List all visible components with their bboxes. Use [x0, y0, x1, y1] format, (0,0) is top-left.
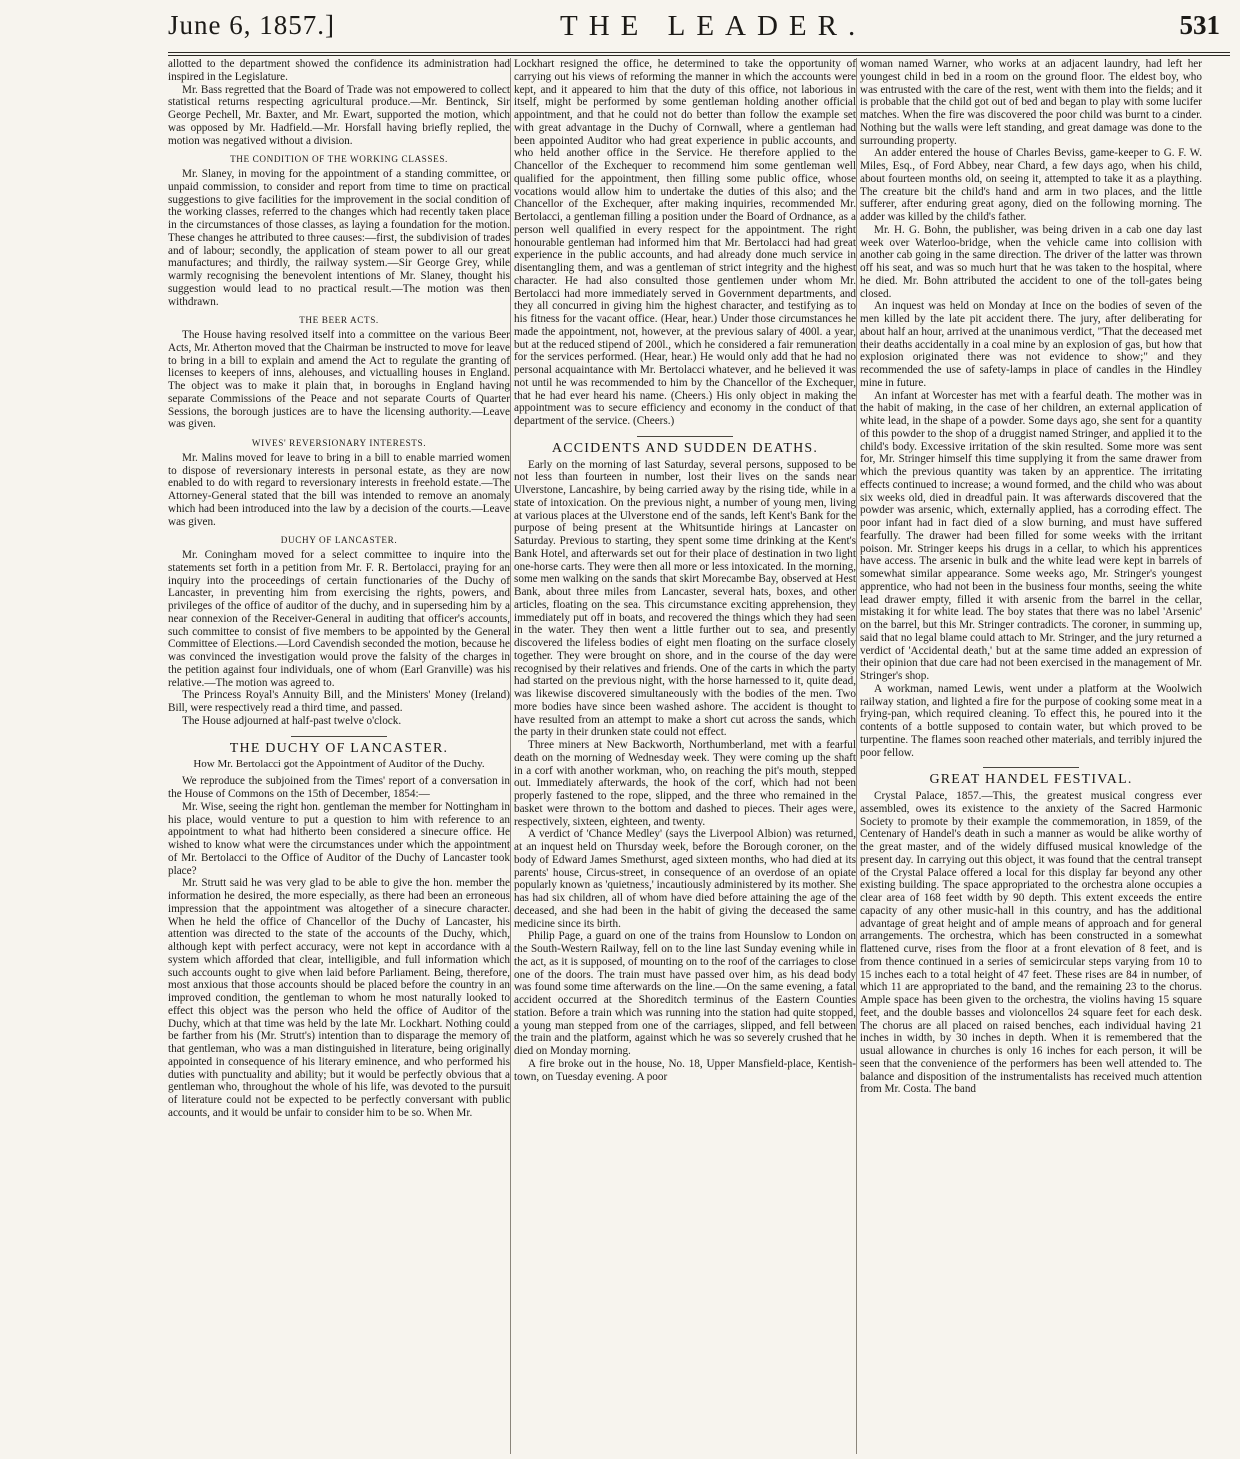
paragraph: Mr. Coningham moved for a select committee to inquire into the statements set forth in a petition from Mr. F. R. Bertolacci, praying for an inquiry into the proceedings of certain functionaries of the Duchy of Lancaster, in preventing him from exercising the rights, powers, and privileges of the office of auditor of the duchy, and in superseding him by a near connexion of the Receiver-General in auditing that officer's accounts, such committee to consist of five members to be appointed by the General Committee of Elections.—Lord Cavendish seconded the motion, because he was convinced the investigation would prove the falsity of the charges in the petition against four individuals, one of whom (Earl Granville) was his relative.—The motion was agreed to.: [168, 549, 510, 689]
paragraph: An inquest was held on Monday at Ince on the bodies of seven of the men killed by the late pit accident there. The jury, after deliberating for about half an hour, arrived at the unanimous verdict, "That the deceased met their deaths accidentally in a coal mine by an explosion of gas, but how that explosion originated there was not evidence to show;" and they recommended the use of safety-lamps in place of candles in the Hindley mine in future.: [860, 300, 1202, 389]
paragraph: A verdict of 'Chance Medley' (says the Liverpool Albion) was returned, at an inquest held on Thursday week, before the Borough coroner, on the body of Edward James Smethurst, aged sixteen months, who had died at its parents' house, Circus-street, in consequence of an overdose of an opiate popularly known as 'quietness,' incautiously administered by its mother. She has had six children, all of whom have died before attaining the age of the deceased, and she had been in the habit of giving the deceased the same medicine since its birth.: [514, 828, 856, 930]
section-heading: THE BEER ACTS.: [299, 315, 379, 326]
paragraph: We reproduce the subjoined from the Times' report of a conversation in the House of Commons on the 15th of December, 1854:—: [168, 775, 510, 800]
paragraph: Mr. Wise, seeing the right hon. gentleman the member for Nottingham in his place, would venture to put a question to him with reference to an appointment to what had hitherto been considered a sinecure office. He wished to know what were the circumstances under which the appointment of Mr. Bertolacci to the Office of Auditor of the Duchy of Lancaster took place?: [168, 800, 510, 877]
masthead: [168, 4, 1228, 50]
paragraph: Mr. Malins moved for leave to bring in a bill to enable married women to dispose of reversionary interests in personal estate, as they are now enabled to do with regard to reversionary interests in freehold estate.—The Attorney-General stated that the bill was intended to remove an anomaly which had been introduced into the law by a decision of the courts.—Leave was given.: [168, 451, 510, 528]
paragraph: Mr. H. G. Bohn, the publisher, was being driven in a cab one day last week over Waterloo-bridge, when the vehicle came into collision with another cab going in the same direction. The driver of the latter was thrown off his seat, and was so much hurt that he was taken to the hospital, where he died. Mr. Bohn attributed the accident to one of the toll-gates being closed.: [860, 223, 1202, 300]
paragraph: Early on the morning of last Saturday, several persons, supposed to be not less than fourteen in number, lost their lives on the sands near Ulverstone, Lancashire, by being carried away by the rising tide, while in a state of intoxication. On the previous night, a number of young men, living at various places at the Ulverstone end of the sands, left Kent's Bank for the purpose of being present at the Whitsuntide hirings at Lancaster on Saturday. Previous to starting, they spent some time drinking at the Kent's Bank Hotel, and afterwards set out for their place of destination in two light one-horse carts. They were then all more or less intoxicated. In the morning, some men walking on the sands that skirt Morecambe Bay, observed at Hest Bank, about three miles from Lancaster, several hats, boxes, and other articles, floating on the sea. This circumstance exciting apprehension, they immediately put off in boats, and recovered the things which they had seen in the water. They then went a little further out to sea, and presently discovered the lifeless bodies of eight men floating on the surface closely together. They were brought on shore, and in the course of the day were recognised by their relatives and friends. One of the carts in which the party had started on the previous night, with the horse harnessed to it, quite dead, was likewise discovered simultaneously with the bodies of the men. Two more bodies have since been washed ashore. The accident is thought to have resulted from an attempt to make a short cut across the sands, which the party in their drunken state could not effect.: [514, 458, 856, 739]
paragraph: Three miners at New Backworth, Northumberland, met with a fearful death on the morning of Wednesday week. They were coming up the shaft in a corf with another workman, who, on reaching the pit's mouth, stepped out. Immediately afterwards, the hook of the corf, which had not been properly fastened to the rope, slipped, and the three who remained in the basket were thrown to the bottom and dashed to pieces. Their ages were, respectively, sixteen, eighteen, and twenty.: [514, 739, 856, 828]
paragraph: The House adjourned at half-past twelve o'clock.: [182, 714, 402, 727]
paragraph: A workman, named Lewis, went under a platform at the Woolwich railway station, and lighted a fire for the purpose of cooking some meat in a frying-pan, which required cleaning. To effect this, he poured into it the contents of a bottle supposed to contain water, but which proved to be turpentine. The flames soon reached other materials, and terribly injured the poor fellow.: [860, 682, 1202, 759]
paragraph: Lockhart resigned the office, he determined to take the opportunity of carrying out his views of reforming the manner in which the accounts were kept, and it appeared to him that the duty of this office, not laborious in itself, might be performed by some gentleman holding another official appointment, and that he could not do better than follow the example set with great advantage in the Duchy of Cornwall, where a gentleman had been appointed Auditor who had great experience in public accounts, and who held another office in the Service. He therefore applied to the Chancellor of the Exchequer to recommend him some gentleman well qualified for the appointment, then filling some public office, whose vocations would allow him to undertake the duties of this also; and the Chancellor of the Exchequer, after making inquiries, recommended Mr. Bertolacci, a gentleman filling a position under the Board of Ordnance, as a person well qualified in every respect for the appointment. The right honourable gentleman had informed him that Mr. Bertolacci had had great experience in the public accounts, and had already done much service in disentangling them, and was a gentleman of strict integrity and the highest character. He had also consulted those gentlemen under whom Mr. Bertolacci had more immediately served in Government departments, and they all concurred in giving him the highest character, and testifying as to his fitness for the vacant office. (Hear, hear.) Under those circumstances he made the appointment, not, however, at the previous salary of 400l. a year, but at the reduced stipend of 200l., which he considered a fair remuneration for the services performed. (Hear, hear.) He would only add that he had no personal acquaintance with Mr. Bertolacci whatever, and he believed it was not until he was recommended to him by the Chancellor of the Exchequer, that he had ever heard his name. (Cheers.) His only object in making the appointment was to secure efficiency and economy in the conduct of that department of the service. (Cheers.): [514, 58, 856, 427]
article-title: GREAT HANDEL FESTIVAL.: [929, 772, 1133, 788]
column-2: [514, 58, 856, 1454]
paragraph: A fire broke out in the house, No. 18, Upper Mansfield-place, Kentish-town, on Tuesday evening. A poor: [514, 1057, 856, 1083]
column-1: [168, 58, 510, 1454]
paragraph: Mr. Strutt said he was very glad to be able to give the hon. member the information he desired, the more especially, as there had been an erroneous impression that the appointment was altogether of a sinecure character. When he held the office of Chancellor of the Duchy of Lancaster, his attention was directed to the state of the accounts of the Duchy, which, although kept with perfect accuracy, were not kept in accordance with a system which afforded that clear, intelligible, and full information which such accounts ought to give when laid before Parliament. Being, therefore, most anxious that those accounts should be placed before the country in an improved condition, the gentleman to whom he most naturally looked to effect this object was the person who held the office of Auditor of the Duchy, which at that time was held by the late Mr. Lockhart. Nothing could be farther from his (Mr. Strutt's) intention than to disparage the memory of that gentleman, who was a man distinguished in literature, being originally appointed in consequence of his literary eminence, and who performed his duties with punctuality and ability; but it would be perfectly obvious that a gentleman who, throughout the whole of his life, was devoted to the pursuit of literature could not be expected to be perfectly conversant with public accounts, and it would be unfair to consider him to be so. When Mr.: [168, 877, 510, 1119]
article-title: THE DUCHY OF LANCASTER.: [229, 740, 449, 756]
section-heading: THE CONDITION OF THE WORKING CLASSES.: [230, 154, 448, 165]
paragraph: woman named Warner, who works at an adjacent laundry, had left her youngest child in bed in a room on the ground floor. The eldest boy, who was entrusted with the care of the rest, went with them into the fields; and it is probable that the child got out of bed and began to play with some lucifer matches. When the fire was discovered the poor child was burnt to a cinder. Nothing but the walls were left standing, and great damage was done to the surrounding property.: [860, 58, 1202, 147]
masthead-rule: [168, 52, 1230, 53]
column-divider: [856, 58, 857, 1454]
paragraph: The House having resolved itself into a committee on the various Beer Acts, Mr. Atherton moved that the Chairman be instructed to move for leave to bring in a bill to explain and amend the Act to regulate the granting of licenses to keepers of inns, alehouses, and victualling houses in England. The object was to make it plain that, in boroughs in England having separate Commissions of the Peace and not separate Courts of Quarter Sessions, the borough justices are to have the licensing authority.—Leave was given.: [168, 329, 510, 431]
article-divider: [983, 767, 1079, 768]
paragraph: Philip Page, a guard on one of the trains from Hounslow to London on the South-Western Railway, fell on to the line last Sunday evening while in the act, as it is supposed, of mounting on to the roof of the carriages to close one of the doors. The train must have passed over him, as his dead body was found some time afterwards on the line.—On the same evening, a fatal accident occurred at the Shoreditch terminus of the Eastern Counties station. Before a train which was running into the station had quite stopped, a young man stepped from one of the carriages, slipped, and fell between the train and the platform, against which he was so severely crushed that he died on Monday morning.: [514, 930, 856, 1057]
paragraph: Crystal Palace, 1857.—This, the greatest musical congress ever assembled, owes its existence to the anxiety of the Sacred Harmonic Society to promote by their example the commemoration, in 1859, of the Centenary of Handel's death in such a manner as would be alike worthy of the great master, and of the widely diffused musical knowledge of the present day. In carrying out this object, it was found that the central transept of the Crystal Palace offered a local for this display far beyond any other existing building. The space appropriated to the orchestra alone occupies a clear area of 168 feet width by 90 depth. This extent exceeds the entire capacity of any other music-hall in this country, and has the additional advantage of great height and of ample means of approach and for general arrangements. The orchestra, which has been constructed in a somewhat flattened curve, rises from the floor at a front elevation of 8 feet, and is from thence continued in a series of semicircular steps varying from 10 to 15 inches each to a total height of 47 feet. These rises are 84 in number, of which 11 are appropriated to the band, and the remaining 23 to the chorus. Ample space has been given to the orchestra, the violins having 15 square feet, and the double basses and violoncellos 24 square feet for each desk. The chorus are all placed on raised benches, each individual having 21 inches in width, by 30 inches in depth. When it is remembered that the usual allowance in churches is only 16 inches for each person, it will be seen that the convenience of the performers has been well attended to. The balance and disposition of the instrumentalists has received much attention from Mr. Costa. The band: [860, 790, 1202, 1096]
paragraph: Mr. Bass regretted that the Board of Trade was not empowered to collect statistical returns respecting agricultural produce.—Mr. Bentinck, Sir George Pechell, Mr. Baxter, and Mr. Ewart, supported the motion, which was opposed by Mr. Hadfield.—Mr. Horsfall having briefly replied, the motion was negatived without a division.: [168, 83, 510, 147]
column-3: [860, 58, 1202, 1454]
section-heading: DUCHY OF LANCASTER.: [280, 535, 398, 546]
paragraph: Mr. Slaney, in moving for the appointment of a standing committee, or unpaid commission, to consider and report from time to time on practical suggestions to give facilities for the improvement in the social condition of the working classes, referred to the changes which had recently taken place in the circumstances of those classes, as laying a foundation for the motion. These changes he attributed to three causes:—first, the subdivision of trades and of labour; secondly, the application of steam power to all our great manufactures; and thirdly, the railway system.—Sir George Grey, while warmly recognising the benevolent intentions of Mr. Slaney, thought his suggestion would lead to no practical result.—The motion was then withdrawn.: [168, 168, 510, 308]
paragraph: An infant at Worcester has met with a fearful death. The mother was in the habit of making, in the case of her children, an external application of white lead, in the shape of a powder. Some days ago, she sent for a quantity of this powder to the shop of a druggist named Stringer, and applied it to the child's body. Excessive irritation of the skin resulted. Some more was sent for, Mr. Stringer himself this time supplying it from the same drawer from which the previous quantity was taken by an apprentice. The irritating effects continued to increase; a wound formed, and the child who was about six weeks old, died in dreadful pain. It was afterwards discovered that the powder was arsenic, which, externally applied, has a corroding effect. The poor infant had in fact died of a slow burning, and must have suffered fearfully. The drawer had been filled for some weeks with the irritant poison. Mr. Stringer keeps his drugs in a cellar, to which his apprentices have access. The arsenic in bulk and the white lead were kept in barrels of somewhat similar appearance. Some weeks ago, Mr. Stringer's youngest apprentice, who had not been in the business four months, seeing the white lead drawer empty, filled it with arsenic from the barrel in the cellar, mistaking it for white lead. The boy states that there was no label 'Arsenic' on the barrel, but this Mr. Stringer contradicts. The coroner, in summing up, said that no legal blame could attach to Mr. Stringer, and the jury returned a verdict of 'Accidental death,' but at the same time added an expression of their opinion that due care had not been exercised in the management of Mr. Stringer's shop.: [860, 389, 1202, 682]
article-divider: [637, 436, 733, 437]
section-heading: WIVES' REVERSIONARY INTERESTS.: [251, 438, 427, 448]
article-divider: [291, 736, 387, 737]
article-title: ACCIDENTS AND SUDDEN DEATHS.: [551, 440, 819, 456]
newspaper-title: THE LEADER.: [560, 10, 867, 42]
paragraph: The Princess Royal's Annuity Bill, and the Ministers' Money (Ireland) Bill, were respectively read a third time, and passed.: [168, 689, 510, 714]
masthead-rule-double: [168, 55, 1230, 56]
page-number: 531: [1179, 10, 1220, 40]
paragraph: An adder entered the house of Charles Beviss, game-keeper to G. F. W. Miles, Esq., of Ford Abbey, near Chard, a few days ago, when his child, about fourteen months old, on seeing it, attempted to take it as a plaything. The creature bit the child's hand and arm in two places, and the little sufferer, after enduring great agony, died on the following morning. The adder was killed by the child's father.: [860, 147, 1202, 223]
column-divider: [510, 58, 511, 1454]
article-subtitle: How Mr. Bertolacci got the Appointment of Auditor of the Duchy.: [193, 758, 485, 771]
paragraph: allotted to the department showed the confidence its administration had inspired in the Legislature.: [168, 58, 510, 83]
issue-date: June 6, 1857.]: [168, 10, 335, 40]
